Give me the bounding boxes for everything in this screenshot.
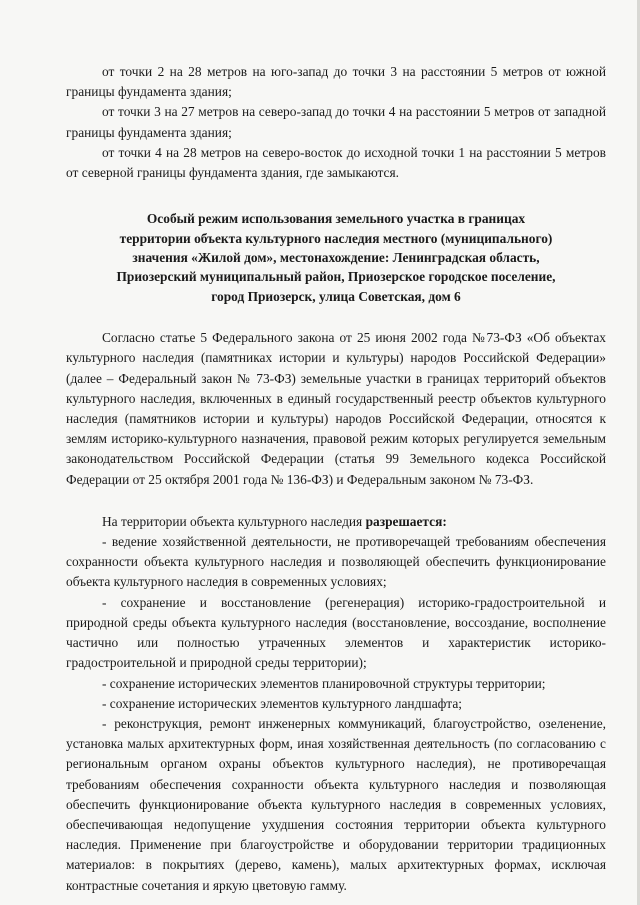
- intro-paragraph: Согласно статье 5 Федерального закона от 25 июня 2002 года №73-ФЗ «Об объектах культурного наследия (памятниках истории и культуры) народов Российской Федерации» (далее – Федеральный закон № 73-ФЗ) земельные участки в границах территорий объектов культурного наследия, включенных в единый государственный реестр объектов культурного наследия (памятников истории и культуры) народов Российской Федерации, относятся к землям историко-культурного назначения, правовой режим которых регулируется земельным законодательством Российской Федерации (статья 99 Земельного кодекса Российской Федерации от 25 октября 2001 года № 136-ФЗ) и Федеральным законом № 73-ФЗ.: [66, 330, 606, 487]
- allowed-item: - сохранение и восстановление (регенерация) историко-градостроительной и природной среды объекта культурного наследия (восстановление, воссоздание, восполнение частично или полностью утраченных элементов и характеристик историко-градостроительной и природной среды территории);: [66, 594, 606, 671]
- allowed-item: - ведение хозяйственной деятельности, не противоречащей требованиям обеспечения сохранности объекта культурного наследия и позволяющей обеспечить функционирование объекта культурного наследия в современных условиях;: [66, 534, 606, 590]
- boundary-paragraph-2: от точки 3 на 27 метров на северо-запад до точки 4 на расстоянии 5 метров от западной границы фундамента здания;: [66, 104, 606, 140]
- heading-line: город Приозерск, улица Советская, дом 6: [211, 288, 461, 304]
- section-heading: [66, 209, 606, 306]
- heading-line: Приозерский муниципальный район, Приозерское городское поселение,: [116, 269, 556, 285]
- allowed-word: разрешается:: [365, 513, 447, 529]
- heading-line: территории объекта культурного наследия местного (муниципального): [119, 230, 553, 246]
- allowed-item: - реконструкция, ремонт инженерных коммуникаций, благоустройство, озеленение, установка малых архитектурных форм, иная хозяйственная деятельность (по согласованию с региональным органом охраны объектов культурного наследия), не противоречащая требованиям обеспечения сохранности объекта культурного наследия и позволяющая обеспечить функционирование объекта культурного наследия в современных условиях, обеспечивающая недопущение ухудшения состояния территории объекта культурного наследия. Применение при благоустройстве и оборудовании территории традиционных материалов: в покрытиях (дерево, камень), малых архитектурных формах, исключая контрастные сочетания и яркую цветовую гамму.: [66, 715, 606, 893]
- allowed-intro-text: На территории объекта культурного наследия: [102, 513, 363, 529]
- heading-line: значения «Жилой дом», местонахождение: Ленинградская область,: [132, 250, 540, 266]
- boundary-paragraph-1: от точки 2 на 28 метров на юго-запад до точки 3 на расстоянии 5 метров от южной границы фундамента здания;: [66, 64, 606, 100]
- heading-line: Особый режим использования земельного участка в границах: [146, 211, 526, 227]
- allowed-item: - сохранение исторических элементов культурного ландшафта;: [102, 695, 462, 711]
- boundary-paragraph-3: от точки 4 на 28 метров на северо-восток до исходной точки 1 на расстоянии 5 метров от северной границы фундамента здания, где замыкаются.: [66, 144, 606, 181]
- allowed-item: - сохранение исторических элементов планировочной структуры территории;: [102, 675, 546, 691]
- document-body: [66, 62, 606, 896]
- allowed-heading: [66, 512, 606, 532]
